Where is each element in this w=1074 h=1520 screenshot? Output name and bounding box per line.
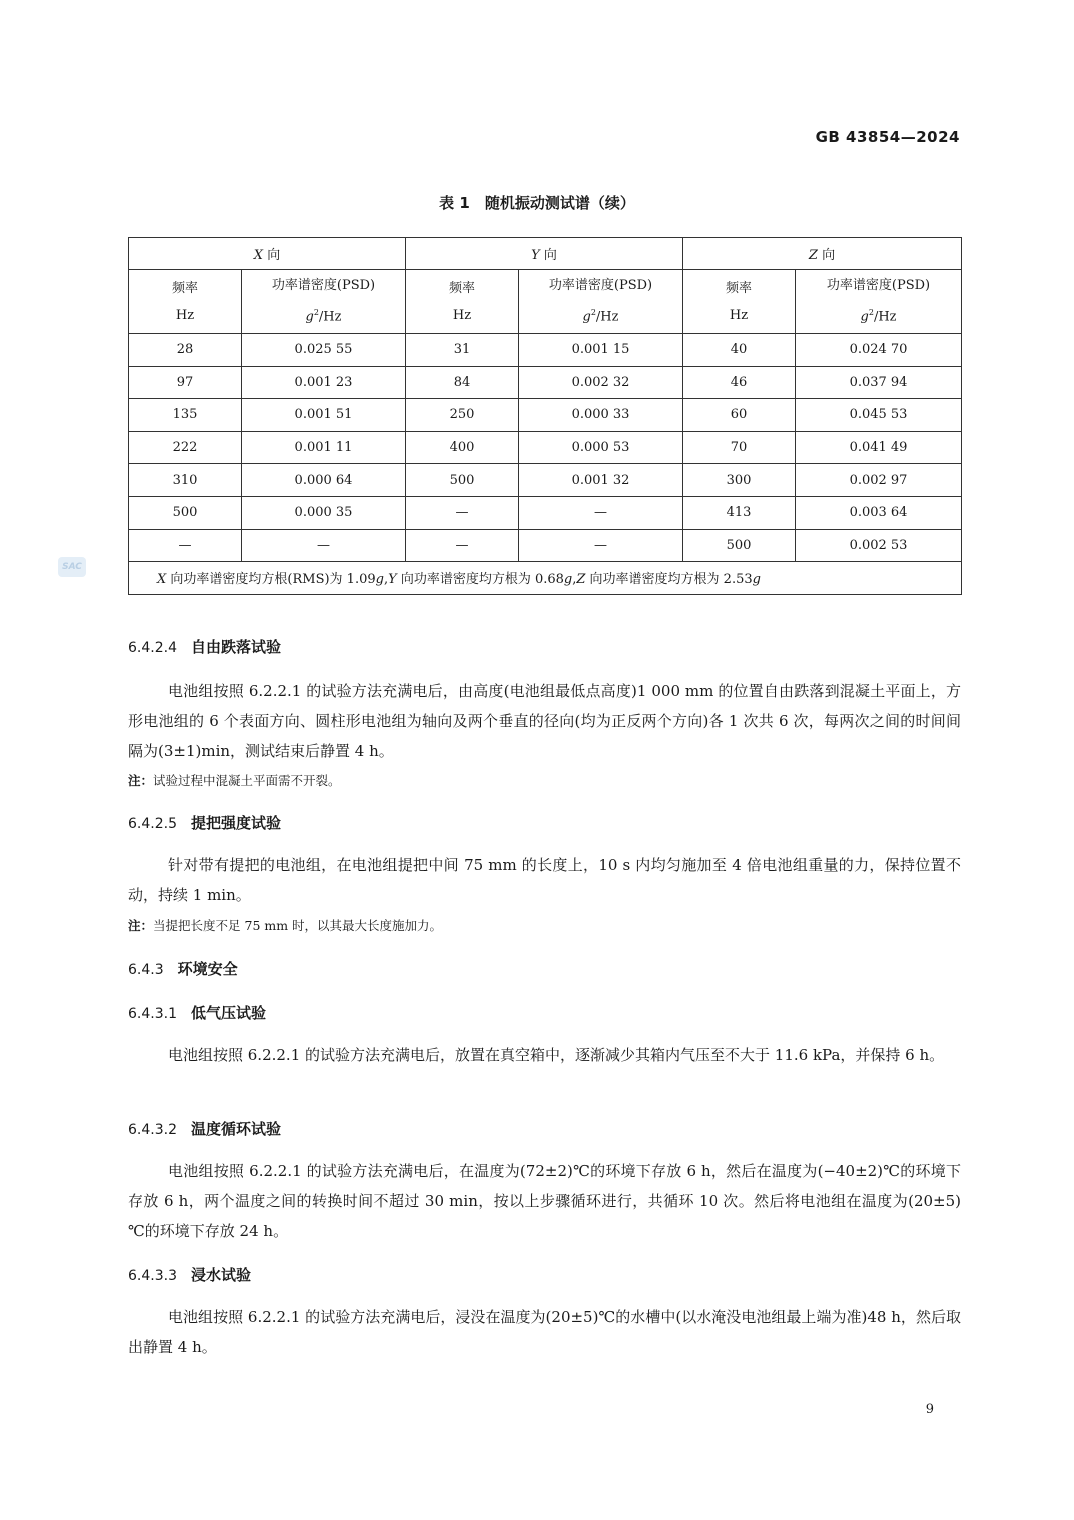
col-header-freq: 频率 Hz xyxy=(683,270,796,334)
table-cell: 60 xyxy=(683,399,796,432)
table-title: 表 1 随机振动测试谱（续） xyxy=(439,194,635,212)
section-body-6431: 电池组按照 6.2.2.1 的试验方法充满电后，放置在真空箱中，逐渐减少其箱内气压至不大于 11.6 kPa，并保持 6 h。 xyxy=(168,1046,945,1064)
section-heading-643: 6.4.3 环境安全 xyxy=(128,960,238,978)
table-row xyxy=(129,366,962,399)
table-cell: 250 xyxy=(406,399,519,432)
axis-header-z: Z 向 xyxy=(683,238,962,270)
standard-code: GB 43854—2024 xyxy=(815,128,960,146)
axis-header-row xyxy=(129,238,962,270)
section-heading-6432: 6.4.3.2 温度循环试验 xyxy=(128,1120,281,1138)
table-cell: 500 xyxy=(406,464,519,497)
vibration-spectrum-table xyxy=(128,237,962,595)
table-rms-note: X 向功率谱密度均方根(RMS)为 1.09g,Y 向功率谱密度均方根为 0.68g,Z 向功率谱密度均方根为 2.53g xyxy=(129,562,962,595)
table-cell: 0.000 53 xyxy=(519,431,683,464)
table-cell: 0.045 53 xyxy=(796,399,962,432)
table-row xyxy=(129,529,962,562)
table-cell: 0.001 32 xyxy=(519,464,683,497)
table-cell: 46 xyxy=(683,366,796,399)
table-cell: 84 xyxy=(406,366,519,399)
col-header-freq: 频率 Hz xyxy=(406,270,519,334)
section-heading-6425: 6.4.2.5 提把强度试验 xyxy=(128,814,281,832)
table-cell: 135 xyxy=(129,399,242,432)
col-header-freq: 频率 Hz xyxy=(129,270,242,334)
section-heading-6431: 6.4.3.1 低气压试验 xyxy=(128,1004,266,1022)
table-cell: 0.001 51 xyxy=(242,399,406,432)
table-cell: 0.000 35 xyxy=(242,496,406,529)
section-note-6425: 注：当提把长度不足 75 mm 时，以其最大长度施加力。 xyxy=(128,918,443,933)
col-header-psd: 功率谱密度(PSD) $g^2/Hz$ xyxy=(519,270,683,334)
table-cell: 0.000 33 xyxy=(519,399,683,432)
table-cell: — xyxy=(406,496,519,529)
table-cell: 28 xyxy=(129,334,242,367)
section-body-6433: 电池组按照 6.2.2.1 的试验方法充满电后，浸没在温度为(20±5)℃的水槽中(以水淹没电池组最上端为准)48 h，然后取出静置 4 h。 xyxy=(128,1308,961,1356)
table-cell: 31 xyxy=(406,334,519,367)
table-cell: 40 xyxy=(683,334,796,367)
table-cell: 0.000 64 xyxy=(242,464,406,497)
table-cell: 97 xyxy=(129,366,242,399)
table-cell: — xyxy=(129,529,242,562)
table-cell: — xyxy=(519,496,683,529)
column-header-row xyxy=(129,270,962,334)
section-heading-6433: 6.4.3.3 浸水试验 xyxy=(128,1266,251,1284)
table-cell: 310 xyxy=(129,464,242,497)
table-cell: 0.002 32 xyxy=(519,366,683,399)
table-row xyxy=(129,334,962,367)
table-cell: 500 xyxy=(683,529,796,562)
table-cell: 500 xyxy=(129,496,242,529)
table-row xyxy=(129,464,962,497)
table-cell: 0.025 55 xyxy=(242,334,406,367)
section-body-6425: 针对带有提把的电池组，在电池组提把中间 75 mm 的长度上，10 s 内均匀施加至 4 倍电池组重量的力，保持位置不动，持续 1 min。 xyxy=(128,856,961,904)
table-row xyxy=(129,431,962,464)
table-cell: 413 xyxy=(683,496,796,529)
table-cell: — xyxy=(519,529,683,562)
table-cell: 0.024 70 xyxy=(796,334,962,367)
table-cell: 0.037 94 xyxy=(796,366,962,399)
table-cell: — xyxy=(406,529,519,562)
table-cell: 0.001 11 xyxy=(242,431,406,464)
table-cell: 0.041 49 xyxy=(796,431,962,464)
table-cell: 400 xyxy=(406,431,519,464)
table-note-row xyxy=(129,562,962,595)
table-cell: 0.002 53 xyxy=(796,529,962,562)
page-number: 9 xyxy=(925,1402,934,1417)
section-body-6424: 电池组按照 6.2.2.1 的试验方法充满电后，由高度(电池组最低点高度)1 000 mm 的位置自由跌落到混凝土平面上，方形电池组的 6 个表面方向、圆柱形电池组为轴向及两个垂直的径向(均为正反两个方向)各 1 次共 6 次，每两次之间的时间间隔为(3±1)min，测试结束后静置 4 h。 xyxy=(128,682,961,760)
table-row xyxy=(129,399,962,432)
sac-watermark-logo: SAC xyxy=(58,557,86,577)
section-heading-6424: 6.4.2.4 自由跌落试验 xyxy=(128,638,281,656)
section-note-6424: 注：试验过程中混凝土平面需不开裂。 xyxy=(128,773,341,788)
table-cell: 70 xyxy=(683,431,796,464)
col-header-psd: 功率谱密度(PSD) $g^2/Hz$ xyxy=(242,270,406,334)
table-row xyxy=(129,496,962,529)
table-cell: 0.001 23 xyxy=(242,366,406,399)
table-cell: — xyxy=(242,529,406,562)
table-cell: 222 xyxy=(129,431,242,464)
axis-header-y: Y 向 xyxy=(406,238,683,270)
table-cell: 300 xyxy=(683,464,796,497)
table-cell: 0.001 15 xyxy=(519,334,683,367)
axis-header-x: X 向 xyxy=(129,238,406,270)
col-header-psd: 功率谱密度(PSD) $g^2/Hz$ xyxy=(796,270,962,334)
table-cell: 0.003 64 xyxy=(796,496,962,529)
table-cell: 0.002 97 xyxy=(796,464,962,497)
section-body-6432: 电池组按照 6.2.2.1 的试验方法充满电后，在温度为(72±2)℃的环境下存放 6 h，然后在温度为(−40±2)℃的环境下存放 6 h，两个温度之间的转换时间不超过 30 min，按以上步骤循环进行，共循环 10 次。然后将电池组在温度为(20±5) ℃的环境下存放 24 h。 xyxy=(128,1162,961,1240)
